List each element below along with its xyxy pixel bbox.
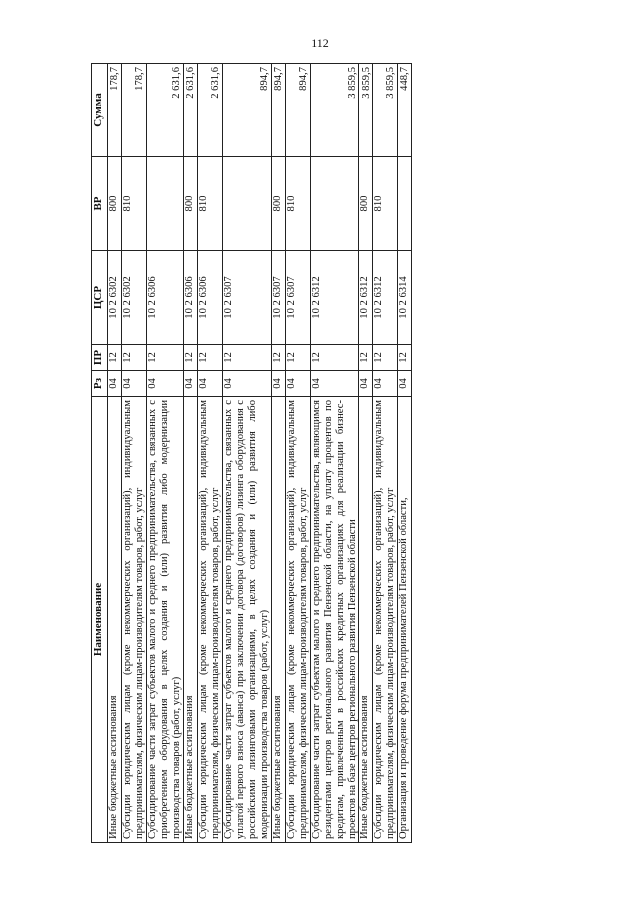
cell-name: Иные бюджетные ассигнования (183, 397, 197, 843)
cell-vr (222, 157, 271, 251)
cell-rz: 04 (271, 371, 285, 397)
cell-sum: 894,7 (271, 64, 285, 157)
cell-csr: 10 2 6312 (310, 251, 359, 345)
table-row (146, 64, 183, 843)
budget-table (91, 63, 412, 843)
cell-csr: 10 2 6302 (108, 251, 122, 345)
cell-rz: 04 (108, 371, 122, 397)
table-row (359, 64, 373, 843)
cell-pr: 12 (183, 345, 197, 371)
cell-name: Иные бюджетные ассигнования (271, 397, 285, 843)
cell-csr: 10 2 6312 (359, 251, 373, 345)
cell-sum: 2 631,6 (197, 64, 222, 157)
cell-rz: 04 (183, 371, 197, 397)
header-rz: Рз (92, 371, 108, 397)
cell-rz: 04 (285, 371, 310, 397)
cell-sum: 448,7 (398, 64, 412, 157)
cell-vr: 800 (271, 157, 285, 251)
table-row (285, 64, 310, 843)
cell-pr: 12 (310, 345, 359, 371)
table-row (398, 64, 412, 843)
cell-vr (398, 157, 412, 251)
table-row (197, 64, 222, 843)
cell-pr: 12 (285, 345, 310, 371)
cell-csr: 10 2 6302 (122, 251, 147, 345)
cell-pr: 12 (373, 345, 398, 371)
cell-sum: 2 631,6 (183, 64, 197, 157)
cell-sum: 178,7 (108, 64, 122, 157)
cell-name: Организация и проведение форума предпринимателей Пензенской области, (398, 397, 412, 843)
cell-sum: 894,7 (222, 64, 271, 157)
cell-csr: 10 2 6306 (146, 251, 183, 345)
cell-vr (146, 157, 183, 251)
cell-pr: 12 (222, 345, 271, 371)
cell-csr: 10 2 6306 (183, 251, 197, 345)
cell-rz: 04 (398, 371, 412, 397)
cell-name: Субсидии юридическим лицам (кроме некоммерческих организаций), индивидуальным предпринимателям, физическим лицам-производителям товаров, работ, услуг (122, 397, 147, 843)
cell-name: Субсидии юридическим лицам (кроме некоммерческих организаций), индивидуальным предпринимателям, физическим лицам-производителям товаров, работ, услуг (285, 397, 310, 843)
cell-vr: 800 (108, 157, 122, 251)
cell-sum: 3 859,5 (359, 64, 373, 157)
cell-vr: 800 (183, 157, 197, 251)
table-header-row (92, 64, 108, 843)
cell-sum: 3 859,5 (310, 64, 359, 157)
cell-csr: 10 2 6307 (222, 251, 271, 345)
cell-csr: 10 2 6306 (197, 251, 222, 345)
rotated-table-wrapper (91, 64, 587, 843)
cell-vr: 810 (122, 157, 147, 251)
cell-pr: 12 (398, 345, 412, 371)
cell-rz: 04 (146, 371, 183, 397)
cell-vr (310, 157, 359, 251)
cell-sum: 178,7 (122, 64, 147, 157)
cell-rz: 04 (222, 371, 271, 397)
cell-vr: 810 (373, 157, 398, 251)
table-row (271, 64, 285, 843)
cell-csr: 10 2 6307 (271, 251, 285, 345)
cell-csr: 10 2 6307 (285, 251, 310, 345)
header-csr: ЦСР (92, 251, 108, 345)
table-row (122, 64, 147, 843)
cell-vr: 800 (359, 157, 373, 251)
cell-name: Иные бюджетные ассигнования (359, 397, 373, 843)
cell-pr: 12 (271, 345, 285, 371)
cell-name: Иные бюджетные ассигнования (108, 397, 122, 843)
header-pr: ПР (92, 345, 108, 371)
cell-pr: 12 (146, 345, 183, 371)
cell-rz: 04 (373, 371, 398, 397)
table-row (310, 64, 359, 843)
table-row (222, 64, 271, 843)
cell-vr: 810 (285, 157, 310, 251)
cell-name: Субсидирование части затрат субъектов малого и среднего предпринимательства, связанных с приобретением оборудования в целях создания и (или) развития либо модернизации производства товаров (работ, услуг) (146, 397, 183, 843)
header-sum: Сумма (92, 64, 108, 157)
cell-name: Субсидирование части затрат субъектов малого и среднего предпринимательства, связанных с уплатой первого взноса (аванса) при заключении договора (договоров) лизинга оборудования с российскими лизинговыми организациями, в целях создания и (или) развития либо модернизации производства товаров (работ, услуг) (222, 397, 271, 843)
cell-pr: 12 (359, 345, 373, 371)
cell-sum: 3 859,5 (373, 64, 398, 157)
cell-csr: 10 2 6314 (398, 251, 412, 345)
cell-vr: 810 (197, 157, 222, 251)
cell-sum: 2 631,6 (146, 64, 183, 157)
header-vr: ВР (92, 157, 108, 251)
cell-pr: 12 (122, 345, 147, 371)
cell-sum: 894,7 (285, 64, 310, 157)
header-name: Наименование (92, 397, 108, 843)
cell-rz: 04 (122, 371, 147, 397)
table-row (108, 64, 122, 843)
table-row (373, 64, 398, 843)
cell-pr: 12 (108, 345, 122, 371)
page-number: 112 (311, 36, 329, 50)
cell-csr: 10 2 6312 (373, 251, 398, 345)
cell-name: Субсидии юридическим лицам (кроме некоммерческих организаций), индивидуальным предпринимателям, физическим лицам-производителям товаров, работ, услуг (197, 397, 222, 843)
cell-name: Субсидии юридическим лицам (кроме некоммерческих организаций), индивидуальным предпринимателям, физическим лицам-производителям товаров, работ, услуг (373, 397, 398, 843)
cell-pr: 12 (197, 345, 222, 371)
cell-name: Субсидирование части затрат субъектам малого и среднего предпринимательства, являющимся резидентами центров регионального развития Пензенской области, на уплату процентов по кредитам, привлеченным в российских кредитных организациях для реализации бизнес-проектов на базе центров регионального развития Пензенской области (310, 397, 359, 843)
cell-rz: 04 (310, 371, 359, 397)
cell-rz: 04 (359, 371, 373, 397)
cell-rz: 04 (197, 371, 222, 397)
table-row (183, 64, 197, 843)
